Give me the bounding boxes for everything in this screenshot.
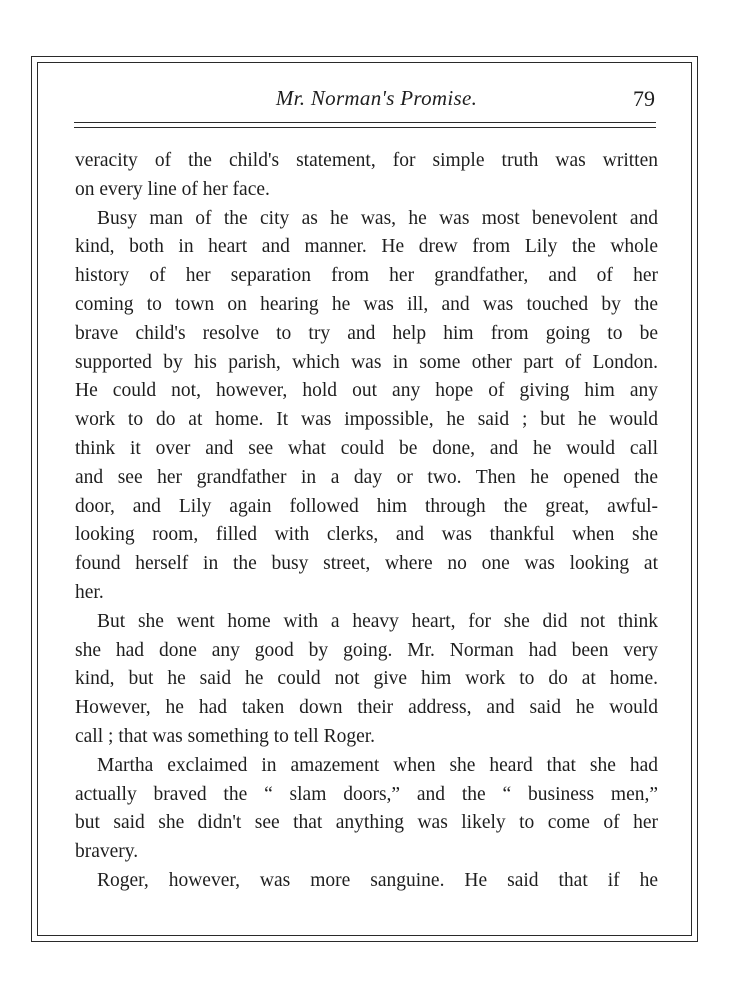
text-line: she had done any good by going. Mr. Norman had been very xyxy=(75,639,658,661)
text-line: bravery. xyxy=(75,841,139,863)
text-line: actually braved the “ slam doors,” and the “ business men,” xyxy=(75,783,658,805)
running-title: Mr. Norman's Promise. xyxy=(275,86,478,110)
text-line: He could not, however, hold out any hope of giving him any xyxy=(75,380,658,402)
text-line: work to do at home. It was impossible, he said ; but he would xyxy=(75,409,658,431)
text-line: However, he had taken down their address, and said he would xyxy=(75,697,658,719)
text-line: coming to town on hearing he was ill, and was touched by the xyxy=(75,293,658,315)
text-line: history of her separation from her grandfather, and of her xyxy=(75,265,658,287)
text-line: door, and Lily again followed him through the great, awful- xyxy=(75,495,658,517)
text-line: on every line of her face. xyxy=(75,178,270,200)
header-rule-top xyxy=(74,122,656,123)
text-line: her. xyxy=(75,581,104,603)
body-text xyxy=(75,147,658,896)
page-number: 79 xyxy=(633,86,655,111)
text-line: But she went home with a heavy heart, for she did not think xyxy=(97,610,658,632)
text-line: Martha exclaimed in amazement when she heard that she had xyxy=(97,754,658,776)
text-line: kind, but he said he could not give him work to do at home. xyxy=(75,668,658,690)
text-line: found herself in the busy street, where no one was looking at xyxy=(75,553,658,575)
text-line: brave child's resolve to try and help him from going to be xyxy=(75,322,658,344)
text-line: but said she didn't see that anything was likely to come of her xyxy=(75,812,658,834)
text-line: kind, both in heart and manner. He drew from Lily the whole xyxy=(75,236,658,258)
text-line: and see her grandfather in a day or two. Then he opened the xyxy=(75,466,658,488)
text-line: Roger, however, was more sanguine. He said that if he xyxy=(97,869,658,891)
text-line: Busy man of the city as he was, he was most benevolent and xyxy=(97,207,658,229)
text-line: veracity of the child's statement, for simple truth was written xyxy=(75,150,658,171)
text-line: call ; that was something to tell Roger. xyxy=(75,725,376,747)
text-line: looking room, filled with clerks, and was thankful when she xyxy=(75,524,658,546)
header-rule-bottom xyxy=(74,127,656,128)
text-line: think it over and see what could be done, and he would call xyxy=(75,437,658,459)
text-line: supported by his parish, which was in some other part of London. xyxy=(75,351,658,373)
